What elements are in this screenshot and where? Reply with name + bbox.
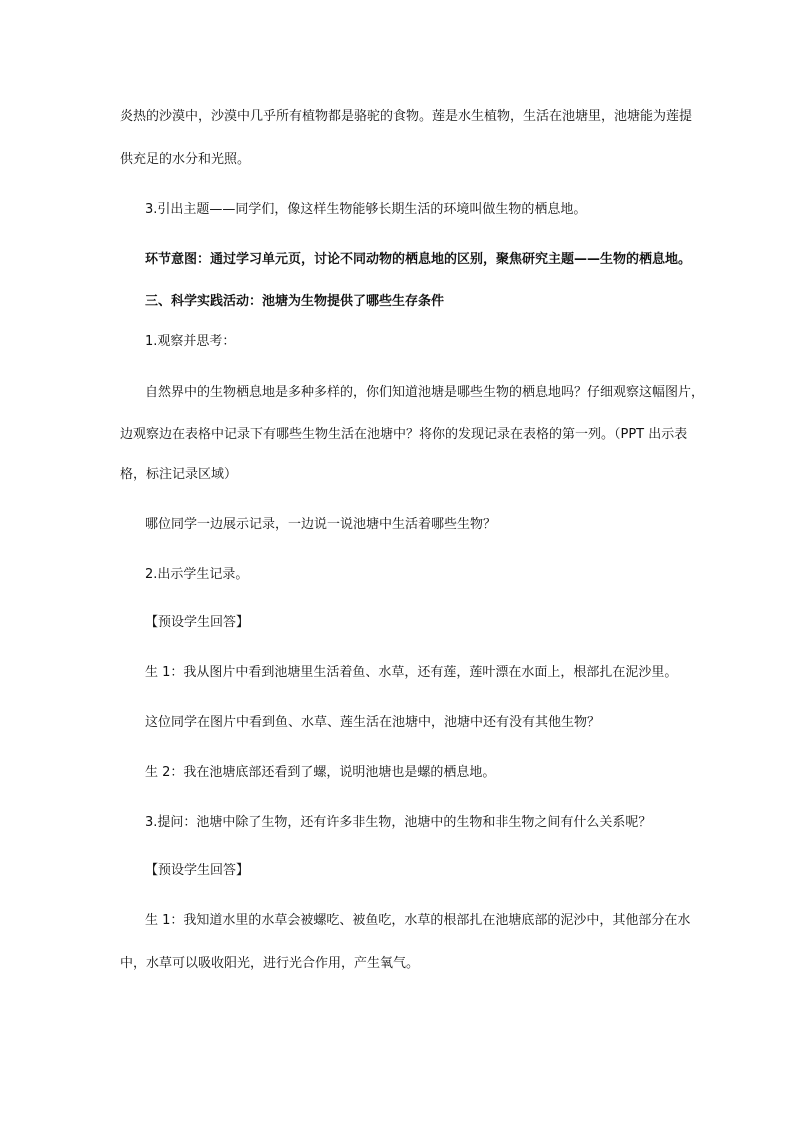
paragraph-line: 格，标注记录区域）	[120, 467, 238, 482]
section-heading: 三、科学实践活动：池塘为生物提供了哪些生存条件	[145, 294, 445, 309]
paragraph-line: 【预设学生回答】	[145, 615, 250, 630]
paragraph-line: 边观察边在表格中记录下有哪些生物生活在池塘中？将你的发现记录在表格的第一列。（PPT 出示表	[120, 427, 688, 442]
paragraph-line: 生 1：我知道水里的水草会被螺吃、被鱼吃，水草的根部扎在池塘底部的泥沙中，其他部分在水	[145, 913, 691, 928]
paragraph-line: 炎热的沙漠中，沙漠中几乎所有植物都是骆驼的食物。莲是水生植物，生活在池塘里，池塘能为莲提	[120, 109, 693, 124]
paragraph-line: 哪位同学一边展示记录，一边说一说池塘中生活着哪些生物？	[145, 517, 497, 532]
paragraph-line: 生 1：我从图片中看到池塘里生活着鱼、水草，还有莲，莲叶漂在水面上，根部扎在泥沙里。	[145, 665, 678, 680]
paragraph-line: 2.出示学生记录。	[145, 567, 249, 582]
paragraph-line: 3.提问：池塘中除了生物，还有许多非生物，池塘中的生物和非生物之间有什么关系呢？	[145, 815, 652, 830]
paragraph-line: 【预设学生回答】	[145, 863, 250, 878]
paragraph-line: 生 2：我在池塘底部还看到了螺，说明池塘也是螺的栖息地。	[145, 765, 496, 780]
paragraph-line: 这位同学在图片中看到鱼、水草、莲生活在池塘中，池塘中还有没有其他生物？	[145, 715, 601, 730]
paragraph-line: 自然界中的生物栖息地是多种多样的，你们知道池塘是哪些生物的栖息地吗？仔细观察这幅图片，	[145, 385, 705, 400]
paragraph-line: 供充足的水分和光照。	[120, 152, 251, 167]
paragraph-line: 中，水草可以吸收阳光，进行光合作用，产生氧气。	[120, 956, 420, 971]
paragraph-line: 1.观察并思考：	[145, 334, 236, 349]
section-intent-line: 环节意图：通过学习单元页，讨论不同动物的栖息地的区别，聚焦研究主题——生物的栖息地。	[145, 252, 692, 267]
paragraph-line: 3.引出主题——同学们，像这样生物能够长期生活的环境叫做生物的栖息地。	[145, 202, 587, 217]
